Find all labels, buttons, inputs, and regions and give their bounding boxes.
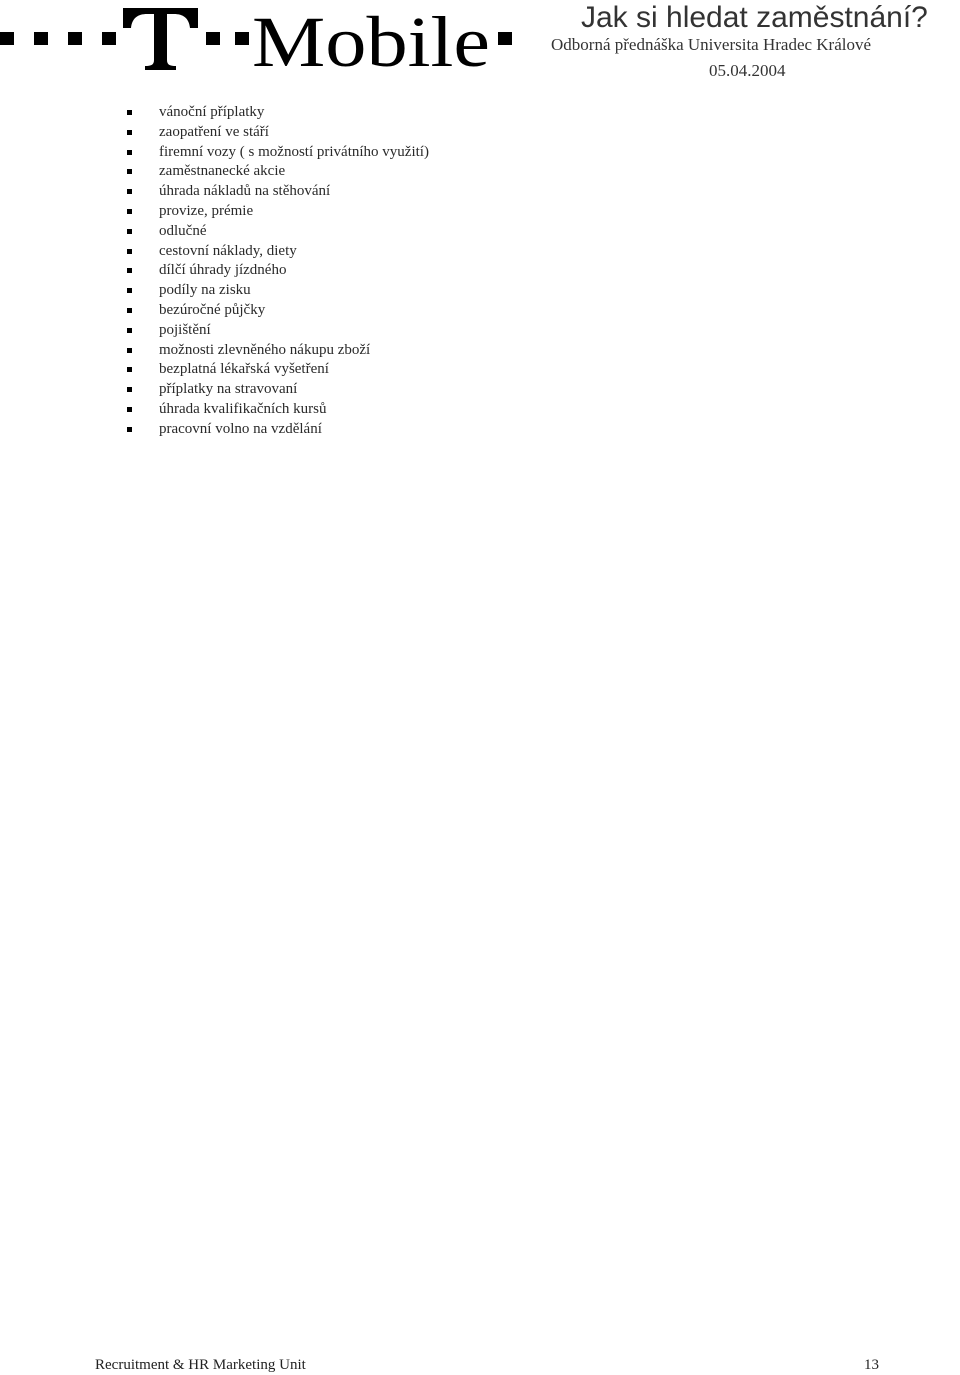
list-item-label: úhrada nákladů na stěhování [159, 183, 331, 200]
list-item-label: bezplatná lékařská vyšetření [159, 361, 329, 378]
list-item-label: odlučné [159, 222, 207, 239]
t-mobile-logo [0, 4, 520, 70]
page-number: 13 [864, 1357, 879, 1373]
list-item-label: možnosti zlevněného nákupu zboží [159, 341, 371, 358]
list-item [124, 123, 429, 143]
list-item [124, 242, 429, 262]
t-mobile-logo-graphic [0, 4, 520, 70]
square-bullet-icon [127, 268, 132, 273]
list-item [124, 281, 429, 301]
square-bullet-icon [127, 150, 132, 155]
list-item [124, 162, 429, 182]
document-title: Jak si hledat zaměstnání? [581, 1, 928, 34]
list-item [124, 420, 429, 440]
list-item [124, 400, 429, 420]
list-item-label: příplatky na stravovaní [159, 381, 298, 398]
square-bullet-icon [127, 209, 132, 214]
footer-unit-name: Recruitment & HR Marketing Unit [95, 1357, 306, 1373]
list-item [124, 301, 429, 321]
square-bullet-icon [127, 367, 132, 372]
square-bullet-icon [127, 288, 132, 293]
square-bullet-icon [127, 387, 132, 392]
list-item-label: pojištění [159, 321, 211, 338]
list-item [124, 360, 429, 380]
list-item [124, 103, 429, 123]
list-item [124, 182, 429, 202]
list-item [124, 261, 429, 281]
square-bullet-icon [127, 308, 132, 313]
square-bullet-icon [127, 110, 132, 115]
list-item-label: úhrada kvalifikačních kursů [159, 400, 327, 417]
list-item-label: dílčí úhrady jízdného [159, 262, 287, 279]
square-bullet-icon [127, 169, 132, 174]
square-bullet-icon [127, 130, 132, 135]
square-bullet-icon [127, 229, 132, 234]
list-item-label: podíly na zisku [159, 282, 251, 299]
svg-text:Mobile: Mobile [252, 4, 490, 70]
square-bullet-icon [127, 348, 132, 353]
page-header [0, 0, 960, 80]
list-item [124, 143, 429, 163]
list-item-label: vánoční příplatky [159, 104, 265, 120]
list-item-label: provize, prémie [159, 202, 254, 219]
square-bullet-icon [127, 189, 132, 194]
benefits-list [124, 103, 429, 440]
list-item-label: bezúročné půjčky [159, 301, 266, 318]
square-bullet-icon [127, 249, 132, 254]
list-item-label: zaopatření ve stáří [159, 123, 269, 140]
list-item [124, 222, 429, 242]
list-item-label: zaměstnanecké akcie [159, 163, 286, 180]
square-bullet-icon [127, 407, 132, 412]
list-item-label: firemní vozy ( s možností privátního využití) [159, 143, 429, 160]
square-bullet-icon [127, 427, 132, 432]
list-item-label: cestovní náklady, diety [159, 242, 297, 259]
document-date: 05.04.2004 [709, 61, 786, 80]
square-bullet-icon [127, 328, 132, 333]
list-item [124, 380, 429, 400]
list-item [124, 321, 429, 341]
list-item [124, 341, 429, 361]
document-subtitle: Odborná přednáška Universita Hradec Králové [551, 35, 872, 54]
list-item [124, 202, 429, 222]
list-item-label: pracovní volno na vzdělání [159, 420, 322, 437]
